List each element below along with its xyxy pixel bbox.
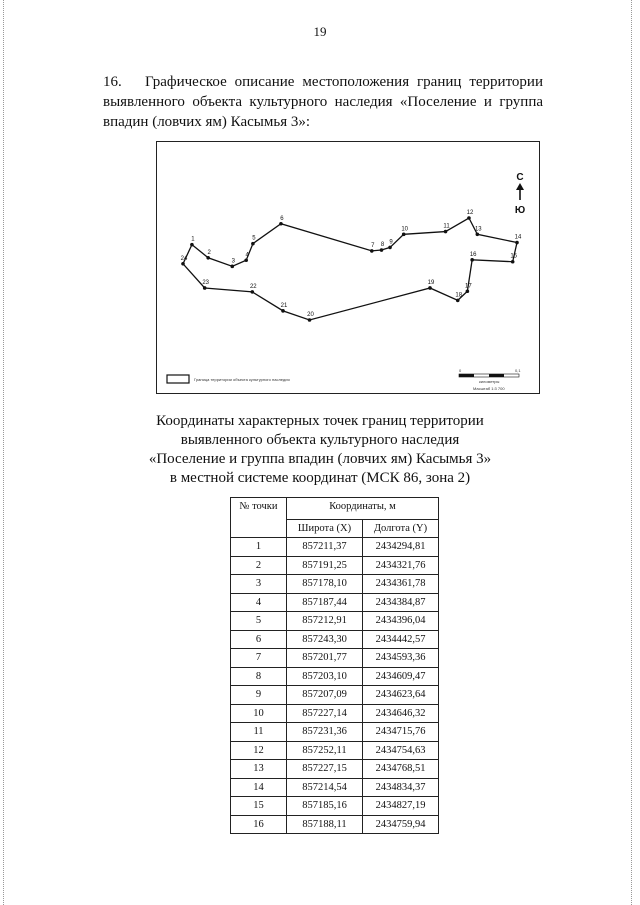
page-number: 19 (313, 24, 327, 39)
boundary-point (470, 258, 474, 262)
caption-line-2: выявленного объекта культурного наследия (180, 432, 460, 448)
table-row (231, 630, 439, 649)
cell-point: 12 (231, 741, 287, 760)
cell-point: 5 (231, 612, 287, 631)
boundary-point (515, 241, 519, 245)
boundary-point (466, 289, 470, 293)
boundary-point (281, 309, 285, 313)
boundary-map (156, 141, 540, 394)
boundary-point (203, 286, 207, 290)
scale-unit: километры (479, 379, 500, 384)
boundary-point-label: 8 (380, 242, 385, 249)
cell-longitude: 2434759,94 (363, 815, 439, 834)
cell-point: 14 (231, 778, 287, 797)
cell-longitude: 2434754,63 (363, 741, 439, 760)
cell-point: 11 (231, 723, 287, 742)
boundary-point (279, 222, 283, 226)
cell-latitude: 857231,36 (287, 723, 363, 742)
table-row (231, 612, 439, 631)
boundary-point (388, 246, 392, 250)
boundary-point-label: 15 (510, 253, 518, 260)
boundary-point-label: 1 (191, 236, 195, 243)
left-scan-edge (3, 0, 4, 905)
header-latitude: Широта (X) (287, 519, 363, 538)
cell-longitude: 2434396,04 (363, 612, 439, 631)
caption-line-1: Координаты характерных точек границ территории (156, 413, 484, 429)
legend-label: Граница территории объекта культурного наследия (194, 377, 290, 382)
boundary-point-label: 4 (245, 252, 249, 259)
boundary-point-label: 20 (307, 312, 314, 318)
boundary-point (380, 248, 384, 252)
boundary-point-label: 24 (180, 255, 188, 262)
boundary-point (476, 233, 480, 237)
boundary-point-label: 21 (280, 302, 288, 309)
table-row (231, 593, 439, 612)
table-row (231, 797, 439, 816)
boundary-point (190, 243, 194, 247)
table-row (231, 723, 439, 742)
cell-longitude: 2434442,57 (363, 630, 439, 649)
scale-bar (459, 368, 521, 391)
boundary-map-canvas (157, 142, 541, 395)
boundary-point (456, 299, 460, 303)
cell-point: 1 (231, 538, 287, 557)
cell-latitude: 857178,10 (287, 575, 363, 594)
cell-point: 8 (231, 667, 287, 686)
cell-longitude: 2434715,76 (363, 723, 439, 742)
boundary-point-label: 9 (389, 239, 393, 246)
coordinates-table (230, 497, 439, 834)
header-longitude: Долгота (Y) (363, 519, 439, 538)
boundary-point (206, 256, 210, 260)
cell-longitude: 2434609,47 (363, 667, 439, 686)
boundary-point-label: 22 (249, 283, 257, 290)
caption-line-4: в местной системе координат (МСК 86, зона 2) (169, 470, 471, 486)
boundary-point (308, 318, 312, 322)
boundary-point-label: 17 (465, 283, 472, 290)
legend-swatch (167, 375, 189, 383)
boundary-point (181, 262, 185, 266)
boundary-point-label: 16 (469, 251, 477, 258)
cell-longitude: 2434294,81 (363, 538, 439, 557)
section-number: 16. (103, 74, 122, 90)
caption-line-3: «Поселение и группа впадин (ловчих ям) Касымья 3» (148, 451, 492, 467)
table-row (231, 667, 439, 686)
boundary-point (467, 216, 471, 220)
table-row (231, 704, 439, 723)
cell-latitude: 857187,44 (287, 593, 363, 612)
boundary-point-label: 11 (443, 223, 450, 230)
cell-latitude: 857227,15 (287, 760, 363, 779)
boundary-point-label: 18 (455, 292, 463, 299)
table-row (231, 575, 439, 594)
cell-point: 6 (231, 630, 287, 649)
right-scan-edge (631, 0, 632, 905)
boundary-point (428, 286, 432, 290)
table-row (231, 686, 439, 705)
boundary-point-label: 7 (371, 242, 375, 249)
scale-tick-end: 0,1 (515, 368, 521, 373)
cell-point: 10 (231, 704, 287, 723)
cell-latitude: 857188,11 (287, 815, 363, 834)
cell-point: 13 (231, 760, 287, 779)
boundary-point (511, 260, 515, 264)
scale-tick-start: 0 (459, 368, 462, 373)
cell-point: 2 (231, 556, 287, 575)
cell-latitude: 857252,11 (287, 741, 363, 760)
cell-longitude: 2434646,32 (363, 704, 439, 723)
cell-longitude: 2434361,78 (363, 575, 439, 594)
boundary-point-label: 23 (202, 279, 210, 286)
boundary-point-label: 2 (207, 249, 211, 256)
header-point-number: № точки (231, 498, 287, 538)
section-heading (103, 72, 543, 132)
table-row (231, 649, 439, 668)
boundary-point-label: 19 (427, 279, 435, 286)
table-row (231, 778, 439, 797)
cell-longitude: 2434623,64 (363, 686, 439, 705)
cell-latitude: 857191,25 (287, 556, 363, 575)
cell-point: 15 (231, 797, 287, 816)
cell-point: 9 (231, 686, 287, 705)
cell-point: 16 (231, 815, 287, 834)
boundary-point (230, 265, 234, 269)
table-row (231, 741, 439, 760)
boundary-point-label: 6 (280, 215, 284, 222)
boundary-point (244, 258, 248, 262)
boundary-point-label: 12 (466, 210, 474, 216)
boundary-point-label: 3 (231, 258, 235, 265)
boundary-point (402, 233, 406, 237)
cell-longitude: 2434321,76 (363, 556, 439, 575)
cell-latitude: 857214,54 (287, 778, 363, 797)
south-label: Ю (514, 205, 526, 216)
cell-longitude: 2434384,87 (363, 593, 439, 612)
table-row (231, 760, 439, 779)
cell-latitude: 857243,30 (287, 630, 363, 649)
cell-point: 7 (231, 649, 287, 668)
cell-point: 3 (231, 575, 287, 594)
boundary-point-label: 10 (401, 226, 409, 233)
boundary-point (250, 290, 254, 294)
cell-latitude: 857203,10 (287, 667, 363, 686)
boundary-point-label: 5 (252, 235, 256, 242)
cell-latitude: 857201,77 (287, 649, 363, 668)
cell-longitude: 2434834,37 (363, 778, 439, 797)
table-row (231, 815, 439, 834)
boundary-point (444, 230, 448, 234)
cell-longitude: 2434827,19 (363, 797, 439, 816)
cell-latitude: 857207,09 (287, 686, 363, 705)
table-row (231, 538, 439, 557)
boundary-point (370, 249, 374, 253)
header-coordinates: Координаты, м (287, 498, 439, 520)
boundary-point (251, 242, 255, 246)
north-label: С (516, 172, 524, 183)
cell-latitude: 857185,16 (287, 797, 363, 816)
table-row (231, 556, 439, 575)
cell-point: 4 (231, 593, 287, 612)
boundary-point-label: 13 (474, 226, 482, 233)
north-arrow-icon (515, 172, 525, 216)
table-caption (120, 412, 520, 488)
section-title: Графическое описание местоположения границ территории выявленного объекта культурного наследия «Поселение и группа впадин (ловчих ям) Касымья 3»: (103, 74, 543, 130)
scale-label: Масштаб 1:3 700 (473, 386, 505, 391)
cell-latitude: 857211,37 (287, 538, 363, 557)
cell-latitude: 857212,91 (287, 612, 363, 631)
cell-longitude: 2434768,51 (363, 760, 439, 779)
boundary-point-label: 14 (514, 234, 522, 241)
map-legend (167, 375, 290, 383)
boundary-polygon (180, 215, 517, 320)
cell-longitude: 2434593,36 (363, 649, 439, 668)
cell-latitude: 857227,14 (287, 704, 363, 723)
